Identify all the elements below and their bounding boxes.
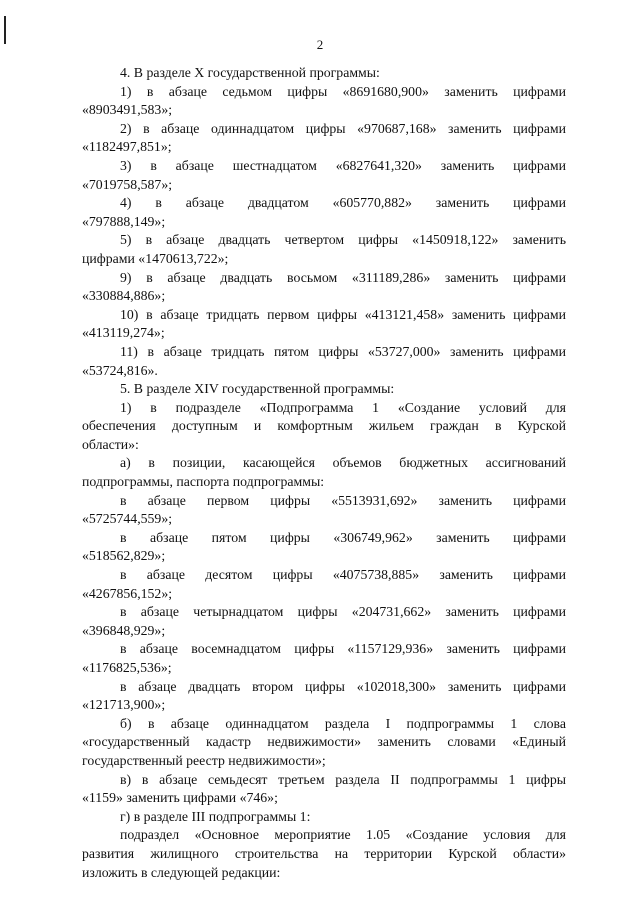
text-line: «413119,274»; <box>82 325 165 341</box>
text-line: изложить в следующей редакции: <box>82 864 281 880</box>
text-line: «330884,886»; <box>82 288 166 304</box>
text-line: цифрами «1470613,722»; <box>82 250 229 266</box>
text-line: в абзаце четырнадцатом цифры «204731,662» заменить цифрами <box>120 604 566 620</box>
text-line: «8903491,583»; <box>82 102 173 118</box>
text-line: 2) в абзаце одиннадцатом цифры «970687,168» заменить цифрами <box>120 120 566 136</box>
text-line: государственный реестр недвижимости»; <box>82 752 326 768</box>
text-line: 10) в абзаце тридцать первом цифры «413121,458» заменить цифрами <box>120 306 566 322</box>
text-line: «396848,929»; <box>82 622 166 638</box>
document-body <box>82 64 566 882</box>
text-line: «7019758,587»; <box>82 176 173 192</box>
text-line: «государственный кадастр недвижимости» заменить словами «Единый <box>82 734 566 750</box>
text-line: «1176825,536»; <box>82 660 172 675</box>
text-line: 5. В разделе XIV государственной программы: <box>120 381 395 397</box>
text-line: в абзаце десятом цифры «4075738,885» заменить цифрами <box>120 567 566 583</box>
text-line: 3) в абзаце шестнадцатом «6827641,320» заменить цифрами <box>120 157 566 173</box>
text-line: 5) в абзаце двадцать четвертом цифры «1450918,122» заменить <box>120 232 566 248</box>
text-line: б) в абзаце одиннадцатом раздела I подпрограммы 1 слова <box>120 715 566 731</box>
text-line: «121713,900»; <box>82 697 166 713</box>
text-line: «1159» заменить цифрами «746»; <box>82 790 278 806</box>
text-line: «797888,149»; <box>82 213 166 229</box>
text-line: подпрограммы, паспорта подпрограммы: <box>82 474 325 490</box>
text-line: а) в позиции, касающейся объемов бюджетных ассигнований <box>120 455 566 471</box>
text-line: в абзаце двадцать втором цифры «102018,300» заменить цифрами <box>120 678 566 694</box>
text-line: развития жилищного строительства на территории Курской области» <box>82 845 566 861</box>
text-line: в абзаце восемнадцатом цифры «1157129,936» заменить цифрами <box>120 641 566 657</box>
text-line: 1) в абзаце седьмом цифры «8691680,900» заменить цифрами <box>120 83 566 99</box>
text-line: области»: <box>82 436 139 452</box>
text-line: «53724,816». <box>82 362 158 378</box>
text-line: подраздел «Основное мероприятие 1.05 «Создание условия для <box>120 827 566 843</box>
text-line: в) в абзаце семьдесят третьем раздела II подпрограммы 1 цифры <box>120 771 566 787</box>
text-line: 4) в абзаце двадцатом «605770,882» заменить цифрами <box>120 195 566 211</box>
text-line: 4. В разделе X государственной программы: <box>120 65 380 80</box>
text-line: г) в разделе III подпрограммы 1: <box>120 808 311 824</box>
text-line: 11) в абзаце тридцать пятом цифры «53727,000» заменить цифрами <box>120 343 566 359</box>
text-line: обеспечения доступным и комфортным жильем граждан в Курской <box>82 418 566 434</box>
text-line: «518562,829»; <box>82 548 166 564</box>
text-line: 9) в абзаце двадцать восьмом «311189,286» заменить цифрами <box>120 269 566 285</box>
text-line: в абзаце пятом цифры «306749,962» заменить цифрами <box>120 529 566 545</box>
text-line: «1182497,851»; <box>82 139 172 155</box>
text-line: 1) в подразделе «Подпрограмма 1 «Создание условий для <box>120 399 566 415</box>
text-line: в абзаце первом цифры «5513931,692» заменить цифрами <box>120 492 566 508</box>
text-line: «5725744,559»; <box>82 511 173 527</box>
text-line: «4267856,152»; <box>82 585 173 601</box>
page-number: 2 <box>316 37 324 52</box>
